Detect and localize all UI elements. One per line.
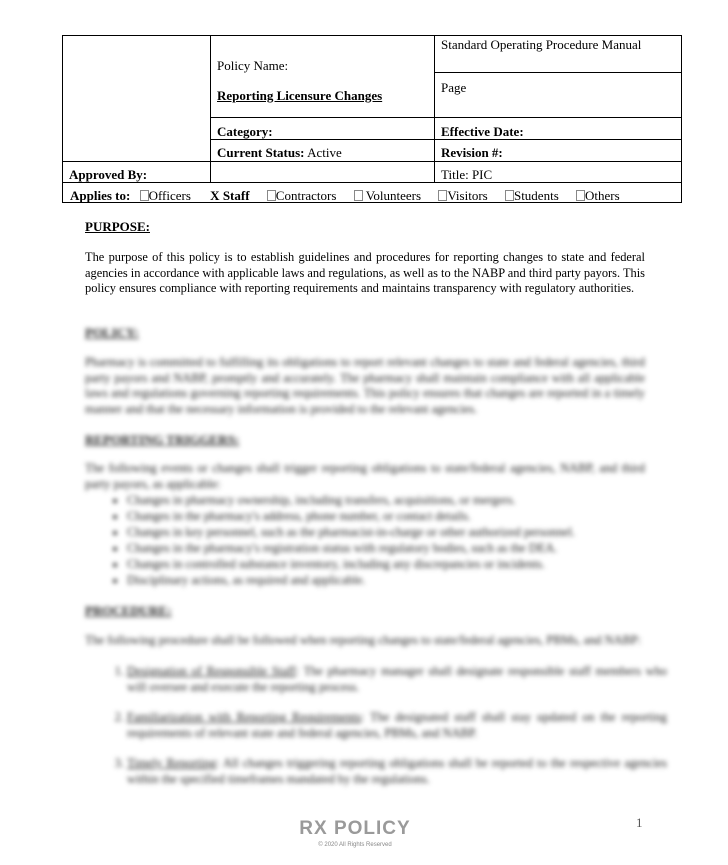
applies-others-label: Others — [585, 188, 620, 203]
list-item — [127, 664, 667, 695]
applies-officers-label: Officers — [148, 188, 191, 203]
list-item: • Changes in key personnel, such as the pharmacist-in-charge or other authorized personnel. — [127, 524, 647, 540]
procedure-heading: PROCEDURE: — [85, 603, 172, 618]
list-item: • Changes in pharmacy ownership, including transfers, acquisitions, or mergers. — [127, 492, 647, 508]
step-text: : The pharmacy manager shall designate responsible staff members who will oversee and execute the reporting process. — [127, 664, 667, 694]
sop-manual-label: Standard Operating Procedure Manual — [441, 37, 642, 52]
step-text: : The designated staff shall stay updated on the reporting requirements of relevant state and federal agencies, PBMs, and NABP. — [127, 710, 668, 740]
checkbox-icon — [576, 190, 585, 201]
current-status — [217, 145, 342, 161]
policy-name-value: Reporting Licensure Changes — [217, 88, 383, 103]
rx-policy-logo — [295, 818, 415, 854]
purpose-paragraph: The purpose of this policy is to establish guidelines and procedures for reporting changes to state and federal agencies in accordance with applicable laws and regulations, as well as to the NABP and third party payors. This policy ensures compliance with reporting requirements and maintains transparency with regulatory authorities. — [85, 250, 645, 295]
list-item: • Changes in the pharmacy's address, phone number, or contact details. — [127, 508, 647, 524]
table-divider — [62, 161, 682, 162]
page-label: Page — [441, 80, 467, 95]
revision-label: Revision #: — [441, 145, 503, 160]
applies-visitors-label: Visitors — [447, 188, 488, 203]
applies-to-row — [70, 188, 620, 204]
checkbox-icon — [505, 190, 514, 201]
step-text: : All changes triggering reporting obligations shall be reported to the respective agencies within the specified timeframes mandated by the regulations. — [127, 756, 667, 786]
list-item: • Disciplinary actions, as required and applicable. — [127, 572, 647, 588]
procedure-intro: The following procedure shall be followed when reporting changes to state/federal agencies, PBMs, and NABP: — [85, 633, 642, 647]
title-label: Title: PIC — [441, 167, 493, 182]
table-divider — [210, 35, 211, 182]
applies-to-label: Applies to: — [70, 188, 131, 203]
policy-heading: POLICY: — [85, 325, 139, 340]
logo-text: RX POLICY — [299, 818, 411, 839]
copyright-text: © 2020 All Rights Reserved — [318, 842, 392, 848]
applies-volunteers — [354, 188, 421, 203]
applies-students — [505, 188, 559, 203]
list-item: • Changes in the pharmacy's registration status with regulatory bodies, such as the DEA. — [127, 540, 647, 556]
reporting-triggers-heading: REPORTING TRIGGERS: — [85, 432, 240, 447]
step-title: Familiarization with Reporting Requirements — [127, 710, 361, 724]
policy-header-table — [62, 35, 682, 203]
step-title: Timely Reporting — [127, 756, 216, 770]
reporting-triggers-list — [105, 492, 647, 588]
applies-contractors — [267, 188, 337, 203]
applies-students-label: Students — [513, 188, 559, 203]
applies-officers — [140, 188, 191, 203]
applies-staff — [210, 188, 249, 203]
page-number: 1 — [636, 815, 643, 830]
current-status-label: Current Status: — [217, 145, 305, 160]
checkbox-icon — [267, 190, 276, 201]
category-label: Category: — [217, 124, 273, 139]
list-item: • Changes in controlled substance inventory, including any discrepancies or incidents. — [127, 556, 647, 572]
table-divider — [434, 35, 435, 182]
table-divider — [62, 182, 682, 183]
list-item — [127, 710, 667, 741]
table-divider — [434, 72, 682, 73]
purpose-heading: PURPOSE: — [85, 219, 150, 234]
policy-name-label: Policy Name: — [217, 58, 289, 73]
applies-volunteers-label: Volunteers — [365, 188, 422, 203]
procedure-steps-list — [105, 664, 667, 802]
checkbox-icon — [354, 190, 363, 201]
applies-visitors — [438, 188, 487, 203]
effective-date-label: Effective Date: — [441, 124, 524, 139]
approved-by-label: Approved By: — [69, 167, 148, 182]
policy-paragraph: Pharmacy is committed to fulfilling its obligations to report relevant changes to state and federal agencies, third party payors and NABP, promptly and accurately. The pharmacy shall maintain compliance with all applicable laws and regulations governing reporting requirements. This policy ensures that changes are reported in a timely manner and that the necessary information is provided to the relevant agencies. — [85, 355, 645, 416]
table-divider — [210, 117, 682, 118]
checkbox-icon — [140, 190, 149, 201]
current-status-value: Active — [307, 145, 342, 160]
applies-staff-label: Staff — [222, 188, 250, 203]
reporting-triggers-intro: The following events or changes shall trigger reporting obligations to state/federal agencies, NABP, and third party payors, as applicable: — [85, 461, 645, 491]
applies-others — [576, 188, 620, 203]
x-mark-icon: X — [210, 188, 220, 203]
step-title: Designation of Responsible Staff — [127, 664, 296, 678]
list-item — [127, 756, 667, 787]
checkbox-icon — [438, 190, 447, 201]
applies-contractors-label: Contractors — [275, 188, 337, 203]
